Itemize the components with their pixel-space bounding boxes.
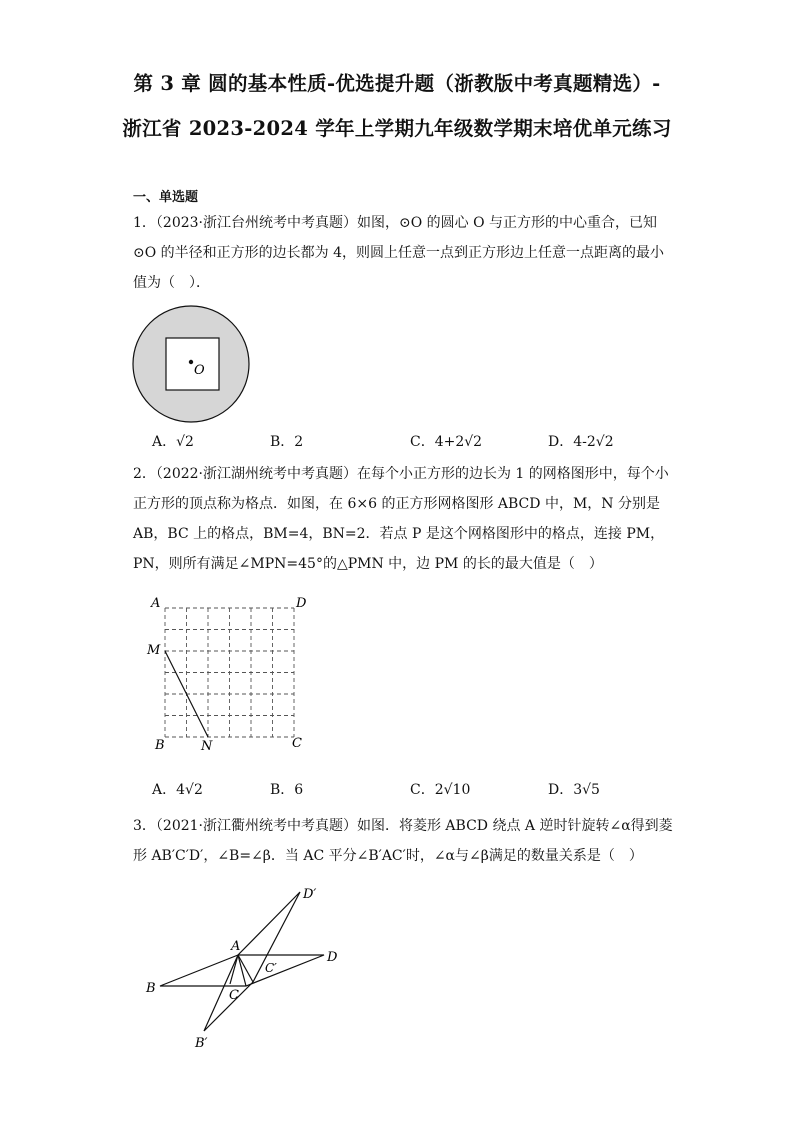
document-title-line1: 第 3 章 圆的基本性质-优选提升题（浙教版中考真题精选）- bbox=[133, 72, 661, 95]
square bbox=[166, 338, 219, 390]
question-1-options bbox=[152, 431, 672, 451]
label-d-prime: D′ bbox=[303, 887, 317, 902]
document-title-line2: 浙江省 2023-2024 学年上学期九年级数学期末培优单元练习 bbox=[122, 117, 672, 140]
label-d: D bbox=[327, 950, 338, 965]
q2-option-d[interactable]: D．3√5 bbox=[548, 782, 600, 798]
label-b-prime: B′ bbox=[195, 1036, 208, 1051]
label-c: C bbox=[292, 736, 302, 751]
question-2-figure bbox=[140, 593, 320, 758]
question-1-figure bbox=[128, 303, 258, 428]
label-b: B bbox=[155, 738, 165, 753]
grid-lines bbox=[165, 608, 294, 737]
center-point bbox=[189, 360, 193, 364]
rhombus-lines bbox=[160, 892, 324, 1031]
label-m: M bbox=[147, 643, 161, 658]
label-a: A bbox=[231, 939, 241, 954]
question-1-text: 1．（2023·浙江台州统考中考真题）如图，⊙O 的圆心 O 与正方形的中心重合，已知⊙O 的半径和正方形的边长都为 4，则圆上任意一点到正方形边上任意一点距离的最小值为（ ）． bbox=[133, 215, 665, 291]
label-n: N bbox=[201, 739, 213, 754]
label-d: D bbox=[296, 596, 307, 611]
q1-option-d[interactable]: D．4-2√2 bbox=[548, 434, 614, 450]
label-c: C bbox=[229, 988, 239, 1003]
q1-option-a[interactable]: A．√2 bbox=[152, 434, 194, 450]
q1-option-c[interactable]: C．4+2√2 bbox=[410, 434, 483, 450]
rhombus-ab-c-d bbox=[204, 892, 300, 1031]
question-2-text: 2．（2022·浙江湖州统考中考真题）在每个小正方形的边长为 1 的网格图形中，每个小正方形的顶点称为格点．如图，在 6×6 的正方形网格图形 ABCD 中，M，N 分别是 AB，BC 上的格点，BM=4，BN=2．若点 P 是这个网格图形中的格点，连接 PM，PN，则所有满足∠MPN=45°的△PMN 中，边 PM 的长的最大值是（ ） bbox=[133, 466, 669, 572]
section-heading: 一、单选题 bbox=[133, 190, 199, 205]
q2-option-b[interactable]: B．6 bbox=[270, 782, 304, 798]
label-c-prime: C′ bbox=[265, 961, 277, 975]
q2-option-c[interactable]: C．2√10 bbox=[410, 782, 471, 798]
question-2-options bbox=[152, 779, 672, 799]
q2-option-a[interactable]: A．4√2 bbox=[152, 782, 203, 798]
label-a: A bbox=[151, 596, 161, 611]
question-3-text: 3．（2021·浙江衢州统考中考真题）如图．将菱形 ABCD 绕点 A 逆时针旋转∠α得到菱形 AB′C′D′，∠B=∠β．当 AC 平分∠B′AC′时，∠α与∠β满足的数量关系是（ ） bbox=[133, 818, 673, 864]
q1-option-b[interactable]: B．2 bbox=[270, 434, 304, 450]
label-o: O bbox=[194, 363, 205, 378]
question-3-figure bbox=[140, 880, 350, 1055]
label-b: B bbox=[146, 981, 156, 996]
